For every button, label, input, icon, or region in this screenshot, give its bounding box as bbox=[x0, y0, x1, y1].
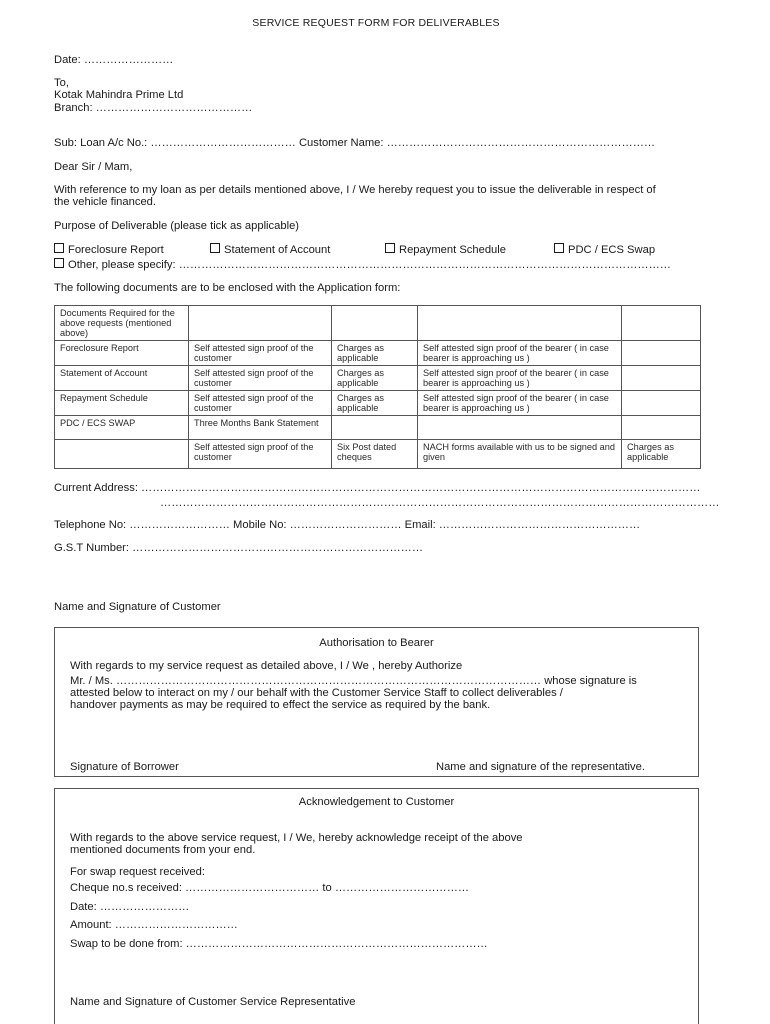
table-row bbox=[55, 366, 701, 391]
acknowledgement-line: mentioned documents from your end. bbox=[70, 844, 256, 856]
table-cell bbox=[622, 391, 701, 416]
authorisation-box bbox=[54, 627, 699, 777]
table-row bbox=[55, 440, 701, 469]
table-cell: Self attested sign proof of the bearer ( in case bearer is approaching us ) bbox=[418, 391, 622, 416]
table-cell: Self attested sign proof of the customer bbox=[189, 440, 332, 469]
checkbox[interactable] bbox=[54, 243, 64, 253]
table-cell: Repayment Schedule bbox=[55, 391, 189, 416]
table-cell: PDC / ECS SWAP bbox=[55, 416, 189, 440]
authorisation-line: With regards to my service request as detailed above, I / We , hereby Authorize bbox=[70, 660, 463, 672]
table-cell: Self attested sign proof of the customer bbox=[189, 341, 332, 366]
authorisation-line: attested below to interact on my / our behalf with the Customer Service Staff to collect deliverables / bbox=[70, 687, 563, 699]
option-other[interactable]: Other, please specify: …………………………………………………………………………………………………………………… bbox=[54, 258, 671, 271]
branch-field: Branch: …………………………………… bbox=[54, 102, 253, 114]
authorisation-heading: Authorisation to Bearer bbox=[319, 637, 434, 649]
table-cell bbox=[622, 366, 701, 391]
customer-name-signature: Name and Signature of Customer bbox=[54, 601, 221, 613]
table-cell bbox=[55, 440, 189, 469]
gst-field: G.S.T Number: …………………………………………………………………… bbox=[54, 542, 424, 554]
documents-heading: The following documents are to be enclosed with the Application form: bbox=[54, 282, 401, 294]
table-cell bbox=[622, 341, 701, 366]
table-row bbox=[55, 306, 701, 341]
option-foreclosure[interactable]: Foreclosure Report bbox=[54, 243, 164, 256]
table-cell: Charges as applicable bbox=[622, 440, 701, 469]
intro-paragraph: With reference to my loan as per details mentioned above, I / We hereby request you to issue the deliverable in respect of the vehicle financed. bbox=[54, 184, 656, 208]
subject-line: Sub: Loan A/c No.: ………………………………… Customer Name: ……………………………………………………………… bbox=[54, 137, 656, 149]
salutation: Dear Sir / Mam, bbox=[54, 161, 133, 173]
checkbox[interactable] bbox=[385, 243, 395, 253]
checkbox[interactable] bbox=[554, 243, 564, 253]
table-cell bbox=[622, 416, 701, 440]
table-row bbox=[55, 341, 701, 366]
to-label: To, bbox=[54, 77, 69, 89]
swap-request-label: For swap request received: bbox=[70, 866, 205, 878]
table-cell: Charges as applicable bbox=[332, 391, 418, 416]
current-address-field: Current Address: …………………………………………………………………………………………………………………………………… bbox=[54, 482, 701, 494]
cheque-field: Cheque no.s received: ……………………………… to ……………………………… bbox=[70, 882, 470, 894]
swap-from-field: Swap to be done from: ……………………………………………………………………… bbox=[70, 938, 488, 950]
table-cell bbox=[622, 306, 701, 341]
option-pdc-swap[interactable]: PDC / ECS Swap bbox=[554, 243, 655, 256]
table-cell: Charges as applicable bbox=[332, 366, 418, 391]
table-cell: Documents Required for the above requests (mentioned above) bbox=[55, 306, 189, 341]
table-cell: Three Months Bank Statement bbox=[189, 416, 332, 440]
table-cell: Charges as applicable bbox=[332, 341, 418, 366]
table-row bbox=[55, 416, 701, 440]
option-statement[interactable]: Statement of Account bbox=[210, 243, 330, 256]
checkbox[interactable] bbox=[210, 243, 220, 253]
table-cell: Self attested sign proof of the customer bbox=[189, 391, 332, 416]
authorisation-line: Mr. / Ms. …………………………………………………………………………………………………… whose signature is bbox=[70, 675, 637, 687]
table-cell bbox=[332, 306, 418, 341]
table-cell bbox=[332, 416, 418, 440]
contact-fields: Telephone No: ……………………… Mobile No: ………………………… Email: ……………………………………………… bbox=[54, 519, 641, 531]
acknowledgement-box bbox=[54, 788, 699, 1024]
table-row bbox=[55, 391, 701, 416]
form-title: SERVICE REQUEST FORM FOR DELIVERABLES bbox=[252, 17, 500, 29]
table-cell bbox=[418, 306, 622, 341]
representative-signature-label: Name and signature of the representative. bbox=[436, 761, 645, 773]
documents-table bbox=[54, 305, 701, 469]
acknowledgement-line: With regards to the above service request, I / We, hereby acknowledge receipt of the above bbox=[70, 832, 523, 844]
table-cell: Statement of Account bbox=[55, 366, 189, 391]
table-cell: NACH forms available with us to be signed and given bbox=[418, 440, 622, 469]
ack-date-field: Date: …………………… bbox=[70, 901, 190, 913]
purpose-heading: Purpose of Deliverable (please tick as applicable) bbox=[54, 220, 300, 232]
acknowledgement-heading: Acknowledgement to Customer bbox=[298, 796, 455, 808]
checkbox[interactable] bbox=[54, 258, 64, 268]
table-cell: Self attested sign proof of the bearer ( in case bearer is approaching us ) bbox=[418, 341, 622, 366]
company-name: Kotak Mahindra Prime Ltd bbox=[54, 89, 184, 101]
table-cell: Foreclosure Report bbox=[55, 341, 189, 366]
borrower-signature-label: Signature of Borrower bbox=[70, 761, 179, 773]
table-cell: Self attested sign proof of the customer bbox=[189, 366, 332, 391]
table-cell bbox=[189, 306, 332, 341]
table-cell: Self attested sign proof of the bearer ( in case bearer is approaching us ) bbox=[418, 366, 622, 391]
date-field: Date: …………………… bbox=[54, 54, 174, 66]
authorisation-line: handover payments as may be required to effect the service as required by the bank. bbox=[70, 699, 491, 711]
amount-field: Amount: …………………………… bbox=[70, 919, 238, 931]
table-cell: Six Post dated cheques bbox=[332, 440, 418, 469]
current-address-continuation: …………………………………………………………………………………………………………………………………… bbox=[160, 497, 720, 509]
csr-signature-label: Name and Signature of Customer Service Representative bbox=[70, 996, 356, 1008]
table-cell bbox=[418, 416, 622, 440]
option-repayment[interactable]: Repayment Schedule bbox=[385, 243, 506, 256]
